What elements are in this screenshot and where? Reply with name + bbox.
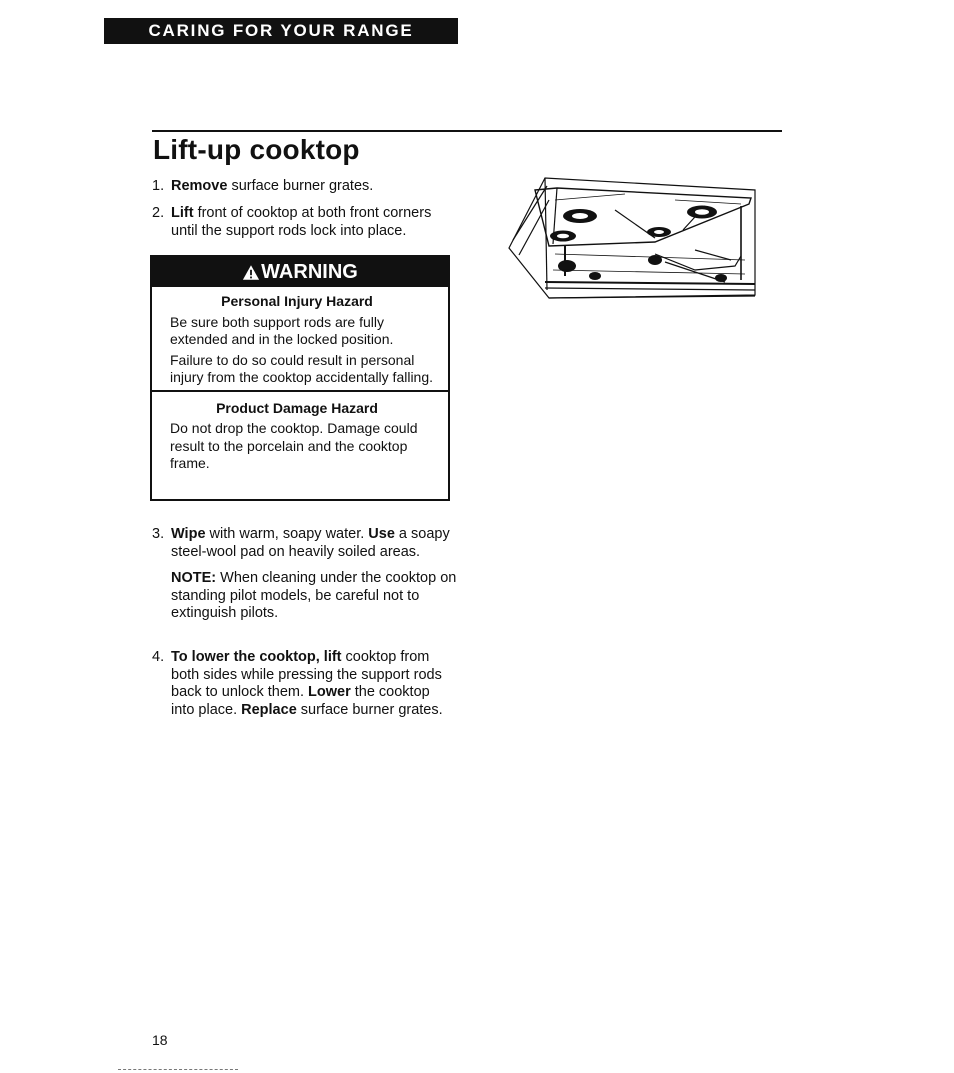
step-number: 4.	[152, 649, 165, 665]
bold-keyword: Lower	[308, 684, 351, 700]
bold-keyword: Wipe	[171, 526, 206, 542]
step-1	[152, 178, 457, 196]
cooktop-illustration	[505, 170, 759, 310]
step-2	[152, 205, 457, 240]
warning-box	[150, 255, 450, 501]
hazard-paragraph: Do not drop the cooktop. Damage could result to the porcelain and the cooktop frame.	[170, 420, 418, 471]
step-4	[152, 649, 457, 719]
warning-header	[152, 257, 448, 287]
hazard-paragraph: Failure to do so could result in personal injury from the cooktop accidentally falling.	[170, 351, 434, 385]
step-text: Lift front of cooktop at both front corners until the support rods lock into place.	[171, 205, 432, 239]
warning-label: WARNING	[261, 260, 358, 283]
step-number: 2.	[152, 205, 165, 221]
bold-keyword: To lower the cooktop, lift	[171, 649, 342, 665]
bold-keyword: Replace	[241, 701, 297, 718]
product-damage-section	[152, 392, 448, 473]
bold-keyword: Remove	[171, 178, 228, 194]
step-text: To lower the cooktop, lift cooktop from both sides while pressing the support rods back to unlock them. Lower the cooktop into place. Replace surface burner grates.	[171, 649, 443, 718]
bold-keyword: Use	[368, 526, 395, 542]
bold-keyword: Lift	[171, 205, 194, 221]
step-number: 3.	[152, 526, 165, 542]
step-number: 1.	[152, 178, 165, 194]
step-text: Remove surface burner grates.	[171, 178, 374, 194]
product-damage-title: Product Damage Hazard	[216, 399, 378, 416]
step-3	[152, 526, 457, 623]
step-text: Wipe with warm, soapy water. Use a soapy steel-wool pad on heavily soiled areas.	[171, 526, 450, 560]
hazard-paragraph: Be sure both support rods are fully extended and in the locked position.	[170, 313, 394, 347]
warning-triangle-icon	[242, 264, 260, 281]
note-body: When cleaning under the cooktop on standing pilot models, be careful not to extinguish pilots.	[171, 570, 457, 621]
personal-injury-title: Personal Injury Hazard	[221, 293, 373, 309]
note-text	[171, 570, 457, 623]
page-number: 18	[152, 1032, 168, 1048]
section-header: CARING FOR YOUR RANGE	[104, 18, 458, 44]
footer-rule	[118, 1069, 238, 1071]
personal-injury-section	[152, 287, 448, 387]
page-title: Lift-up cooktop	[153, 134, 360, 165]
note-label: NOTE:	[171, 570, 217, 586]
title-rule	[152, 130, 782, 132]
